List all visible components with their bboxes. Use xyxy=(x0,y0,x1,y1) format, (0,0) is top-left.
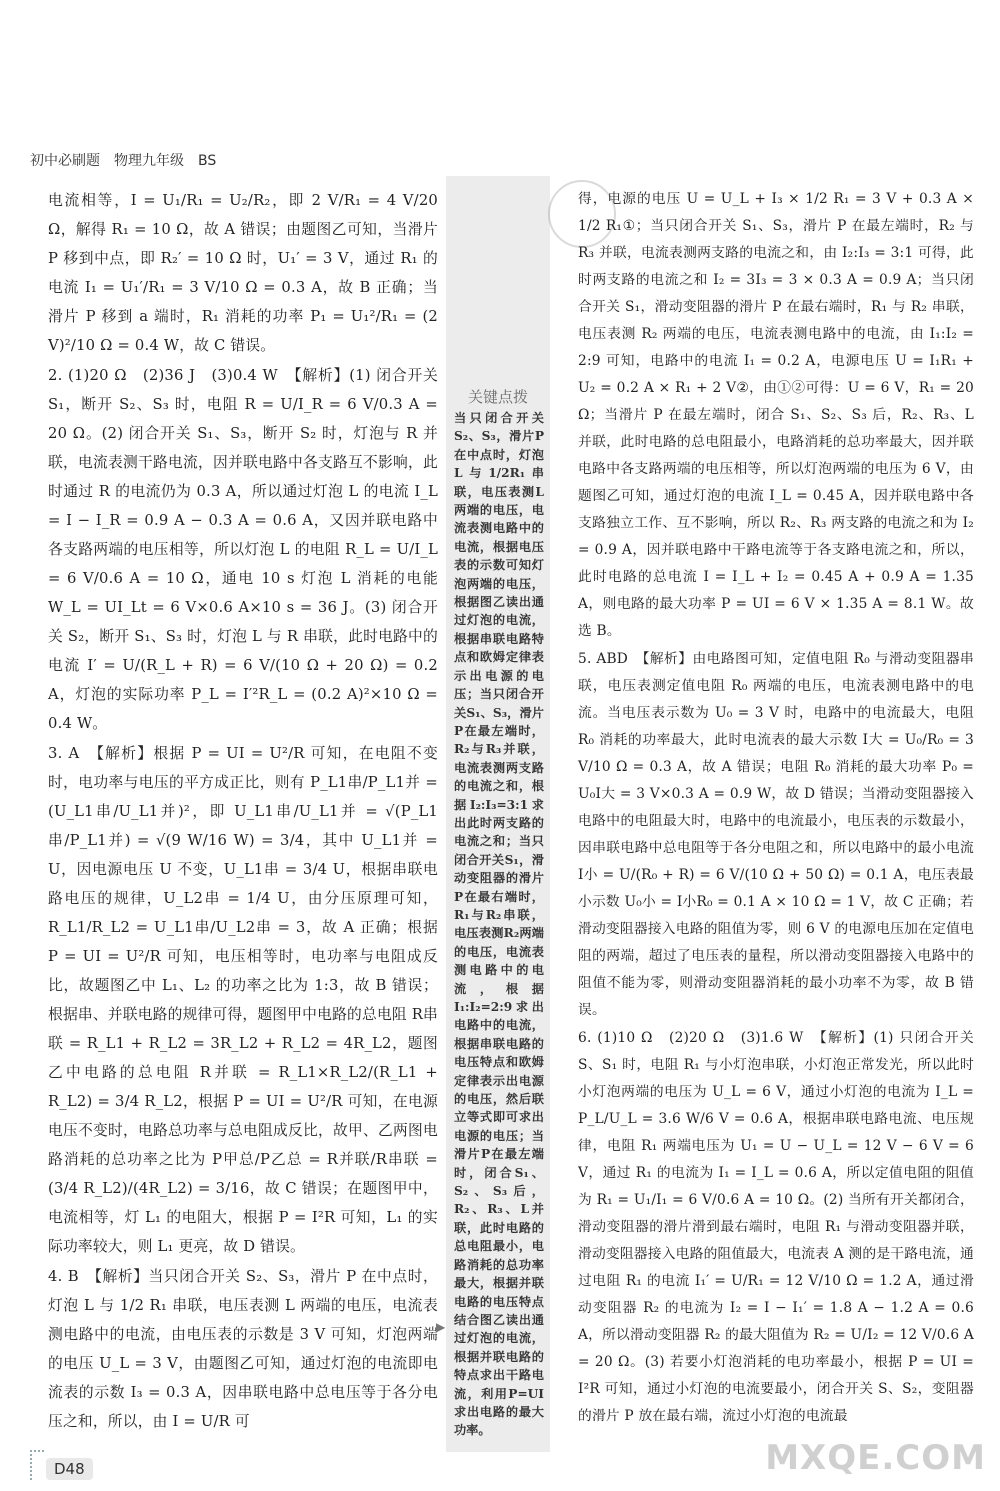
sidebar-title: 关键点拨 xyxy=(467,388,528,406)
paragraph-q5: 5. ABD 【解析】由电路图可知，定值电阻 R₀ 与滑动变阻器串联，电压表测定值电阻 R₀ 两端的电压，电流表测电路中的电流。当电压表示数为 U₀ = 3 V 时，电路中的电流最大，电阻 R₀ 消耗的功率最大，此时电流表的最大示数 I大 = U₀/R₀ = 3 V/10 Ω = 0.3 A，故 A 错误；电阻 R₀ 消耗的最大功率 P₀ = U₀I大 = 3 V×0.3 A = 0.9 W，故 D 错误；当滑动变阻器接入电路中的电阻最大时，电路中的电流最小，电压表的示数最小，因串联电路中总电阻等于各分电阻之和，所以电路中的最小电流 I小 = U/(R₀ + R) = 6 V/(10 Ω + 50 Ω) = 0.1 A，电压表最小示数 U₀小 = I小R₀ = 0.1 A × 10 Ω = 1 V，故 C 正确；若滑动变阻器接入电路的阻值为零，则 6 V 的电源电压加在定值电阻的两端，超过了电压表的量程，所以滑动变阻器接入电路中的阻值不能为零，则滑动变阻器消耗的最小功率不为零，故 B 错误。 xyxy=(578,651,974,1018)
paragraph-q4-cont: 得，电源的电压 U = U_L + I₃ × 1/2 R₁ = 3 V + 0.3 A × 1/2 R₁①；当只闭合开关 S₁、S₃，滑片 P 在最左端时，R₂ 与 R₃ 并联，电流表测两支路的电流之和，由 I₂:I₃ = 3:1 可得，此时两支路的电流之和 I₂ = 3I₃ = 3 × 0.3 A = 0.9 A；当只闭合开关 S₁，滑动变阻器的滑片 P 在最右端时，R₁ 与 R₂ 串联，电压表测 R₂ 两端的电压，电流表测电路中的电流，由 I₁:I₂ = 2:9 可知，电路中的电流 I₁ = 0.2 A，电源电压 U = I₁R₁ + U₂ = 0.2 A × R₁ + 2 V②，由①②可得：U = 6 V，R₁ = 20 Ω；当滑片 P 在最左端时，闭合 S₁、S₂、S₃ 后，R₂、R₃、L 并联，此时电路的总电阻最小，电路消耗的总功率最大，因并联电路中各支路两端的电压相等，所以灯泡两端的电压为 6 V，由题图乙可知，通过灯泡的电流 I_L = 0.45 A，因并联电路中各支路独立工作、互不影响，所以 R₂、R₃ 两支路的电流之和为 I₂ = 0.9 A，因并联电路中干路电流等于各支路电流之和，所以，此时电路的总电流 I = I_L + I₂ = 0.45 A + 0.9 A = 1.35 A，则电路的最大功率 P = UI = 6 V × 1.35 A = 8.1 W。故选 B。 xyxy=(578,191,974,639)
arrow-icon: ▶ xyxy=(436,1320,446,1334)
left-column xyxy=(48,186,438,1437)
paragraph-q3: 3. A 【解析】根据 P = UI = U²/R 可知，在电阻不变时，电功率与电压的平方成正比，则有 P_L1串/P_L1并 = (U_L1串/U_L1并)²，即 U_L1串/U_L1并 = √(P_L1串/P_L1并) = √(9 W/16 W) = 3/4，其中 U_L1并 = U，因电源电压 U 不变，U_L1串 = 3/4 U，根据串联电路电压的规律，U_L2串 = 1/4 U，由分压原理可知，R_L1/R_L2 = U_L1串/U_L2串 = 3，故 A 正确；根据 P = UI = U²/R 可知，电压相等时，电功率与电阻成反比，故题图乙中 L₁、L₂ 的功率之比为 1:3，故 B 错误；根据串、并联电路的规律可得，题图甲中电路的总电阻 R串联 = R_L1 + R_L2 = 3R_L2 + R_L2 = 4R_L2，题图乙中电路的总电阻 R并联 = R_L1×R_L2/(R_L1 + R_L2) = 3/4 R_L2，根据 P = UI = U²/R 可知，在电源电压不变时，电路总功率与总电阻成反比，故甲、乙两图电路消耗的总功率之比为 P甲总/P乙总 = R并联/R串联 = (3/4 R_L2)/(4R_L2) = 3/16，故 C 错误；在题图甲中，电流相等，灯 L₁ 的电阻大，根据 P = I²R 可知，L₁ 的实际功率较大，则 L₁ 更亮，故 D 错误。 xyxy=(48,745,438,1255)
paragraph-q1-cont: 电流相等，I = U₁/R₁ = U₂/R₂，即 2 V/R₁ = 4 V/20 Ω，解得 R₁ = 10 Ω，故 A 错误；由题图乙可知，当滑片 P 移到中点，即 R₂′ = 10 Ω 时，U₁′ = 3 V，通过 R₁ 的电流 I₁ = U₁′/R₁ = 3 V/10 Ω = 0.3 A，故 B 正确；当滑片 P 移到 a 端时，R₁ 消耗的功率 P₁ = U₁²/R₁ = (2 V)²/10 Ω = 0.4 W，故 C 错误。 xyxy=(48,192,438,354)
page-footer xyxy=(30,1450,110,1480)
paragraph-q6: 6. (1)10 Ω (2)20 Ω (3)1.6 W 【解析】(1) 只闭合开关 S、S₁ 时，电阻 R₁ 与小灯泡串联，小灯泡正常发光，所以此时小灯泡两端的电压为 U_L = 6 V，通过小灯泡的电流为 I_L = P_L/U_L = 3.6 W/6 V = 0.6 A，根据串联电路电流、电压规律，电阻 R₁ 两端电压为 U₁ = U − U_L = 12 V − 6 V = 6 V，通过 R₁ 的电流为 I₁ = I_L = 0.6 A，所以定值电阻的阻值为 R₁ = U₁/I₁ = 6 V/0.6 A = 10 Ω。(2) 当所有开关都闭合，滑动变阻器的滑片滑到最右端时，电阻 R₁ 与滑动变阻器并联，滑动变阻器接入电路的阻值最大，电流表 A 测的是干路电流，通过电阻 R₁ 的电流 I₁′ = U/R₁ = 12 V/10 Ω = 1.2 A，通过滑动变阻器 R₂ 的电流为 I₂ = I − I₁′ = 1.8 A − 1.2 A = 0.6 A，所以滑动变阻器 R₂ 的最大阻值为 R₂ = U/I₂ = 12 V/0.6 A = 20 Ω。(3) 若要小灯泡消耗的电功率最小，根据 P = UI = I²R 可知，通过小灯泡的电流要最小，闭合开关 S、S₂，变阻器的滑片 P 放在最右端，流过小灯泡的电流最 xyxy=(578,1030,974,1424)
right-column xyxy=(578,186,974,1431)
watermark: MXQE.COM xyxy=(765,1438,986,1478)
sidebar-text: 当只闭合开关S₂、S₃，滑片P在中点时，灯泡L与1/2R₁串联，电压表测L两端的电压，电流表测电路中的电流，根据电压表的示数可知灯泡两端的电压，根据图乙读出通过灯泡的电流，根据串联电路特点和欧姆定律表示出电源的电压；当只闭合开关S₁、S₃，滑片P在最左端时，R₂与R₃并联，电流表测两支路的电流之和，根据I₂:I₃=3:1求出此时两支路的电流之和；当只闭合开关S₁，滑动变阻器的滑片P在最右端时，R₁与R₂串联，电压表测R₂两端的电压，电流表测电路中的电流，根据I₁:I₂=2:9求出电路中的电流，根据串联电路的电压特点和欧姆定律表示出电源的电压，然后联立等式即可求出电源的电压；当滑片P在最左端时，闭合S₁、S₂、S₃后，R₂、R₃、L并联，此时电路的总电阻最小，电路消耗的总功率最大，根据并联电路的电压特点结合图乙读出通过灯泡的电流，根据并联电路的特点求出干路电流，利用P=UI求出电路的最大功率。 xyxy=(454,411,544,1438)
paragraph-q4: 4. B 【解析】当只闭合开关 S₂、S₃，滑片 P 在中点时，灯泡 L 与 1/2 R₁ 串联，电压表测 L 两端的电压，电流表测电路中的电流，由电压表的示数是 3 V 可知，灯泡两端的电压 U_L = 3 V，由题图乙可知，通过灯泡的电流即电流表的示数 I₃ = 0.3 A，因串联电路中总电压等于各分电压之和，所以，由 I = U/R 可 xyxy=(48,1268,438,1430)
page-number: D48 xyxy=(46,1458,93,1480)
key-tips-sidebar xyxy=(446,176,550,1452)
corner-dots-decoration xyxy=(30,1450,44,1480)
running-header: 初中必刷题 物理九年级 BS xyxy=(30,153,217,169)
paragraph-q2: 2. (1)20 Ω (2)36 J (3)0.4 W 【解析】(1) 闭合开关 S₁，断开 S₂、S₃ 时，电阻 R = U/I_R = 6 V/0.3 A = 20 Ω。(2) 闭合开关 S₁、S₃，断开 S₂ 时，灯泡与 R 并联，电流表测干路电流，因并联电路中各支路互不影响，此时通过 R 的电流仍为 0.3 A，所以通过灯泡 L 的电流 I_L = I − I_R = 0.9 A − 0.3 A = 0.6 A，又因并联电路中各支路两端的电压相等，所以灯泡 L 的电阻 R_L = U/I_L = 6 V/0.6 A = 10 Ω，通电 10 s 灯泡 L 消耗的电能 W_L = UI_Lt = 6 V×0.6 A×10 s = 36 J。(3) 闭合开关 S₂，断开 S₁、S₃ 时，灯泡 L 与 R 串联，此时电路中的电流 I′ = U/(R_L + R) = 6 V/(10 Ω + 20 Ω) = 0.2 A，灯泡的实际功率 P_L = I′²R_L = (0.2 A)²×10 Ω = 0.4 W。 xyxy=(48,367,438,732)
